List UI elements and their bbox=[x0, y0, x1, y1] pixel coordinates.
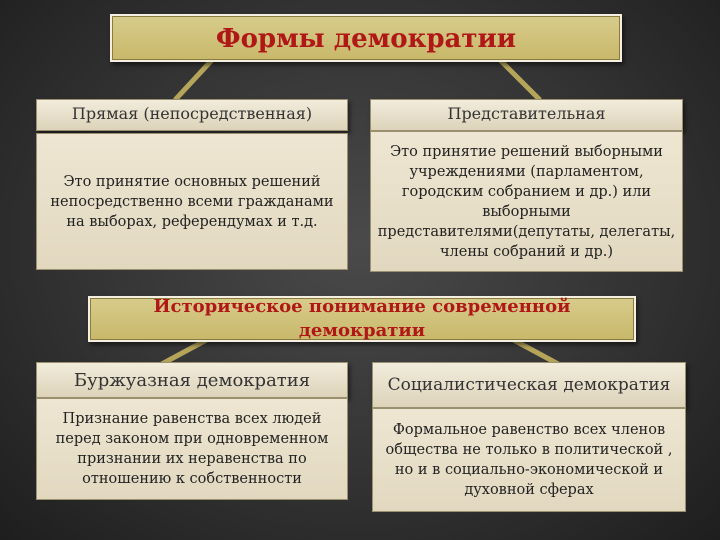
socialist-header-box bbox=[372, 362, 686, 408]
representative-header: Представительная bbox=[447, 104, 606, 123]
page-title: Формы демократии bbox=[215, 24, 517, 54]
representative-text: Это принятие решений выборными учреждениями (парламентом, городским собранием и др.) или выборными представителями(депутаты, делегаты, члены собраний и др.) bbox=[377, 143, 676, 260]
bourgeois-header-box bbox=[36, 362, 348, 398]
direct-header: Прямая (непосредственная) bbox=[71, 104, 313, 123]
bourgeois-text: Признание равенства всех людей перед законом при одновременном признании их неравенства по отношению к собственности bbox=[55, 411, 329, 487]
direct-text-box bbox=[36, 133, 348, 270]
title-box bbox=[110, 14, 622, 62]
historical-title: Историческое понимание современной демократии bbox=[153, 296, 571, 341]
bourgeois-header: Буржуазная демократия bbox=[73, 370, 311, 391]
bourgeois-text-box bbox=[36, 398, 348, 500]
historical-box bbox=[88, 296, 636, 342]
connector-left-top bbox=[175, 60, 212, 100]
representative-text-box bbox=[370, 131, 683, 272]
socialist-header: Социалистическая демократия bbox=[387, 375, 671, 395]
connector-right-top bbox=[500, 60, 540, 100]
socialist-text: Формальное равенство всех членов общества не только в политической , но и в социально-экономической и духовной сферах bbox=[385, 422, 673, 498]
direct-header-box bbox=[36, 99, 348, 131]
direct-text: Это принятие основных решений непосредственно всеми гражданами на выборах, референдумах и т.д. bbox=[50, 173, 334, 230]
socialist-text-box bbox=[372, 408, 686, 512]
representative-header-box bbox=[370, 99, 683, 131]
